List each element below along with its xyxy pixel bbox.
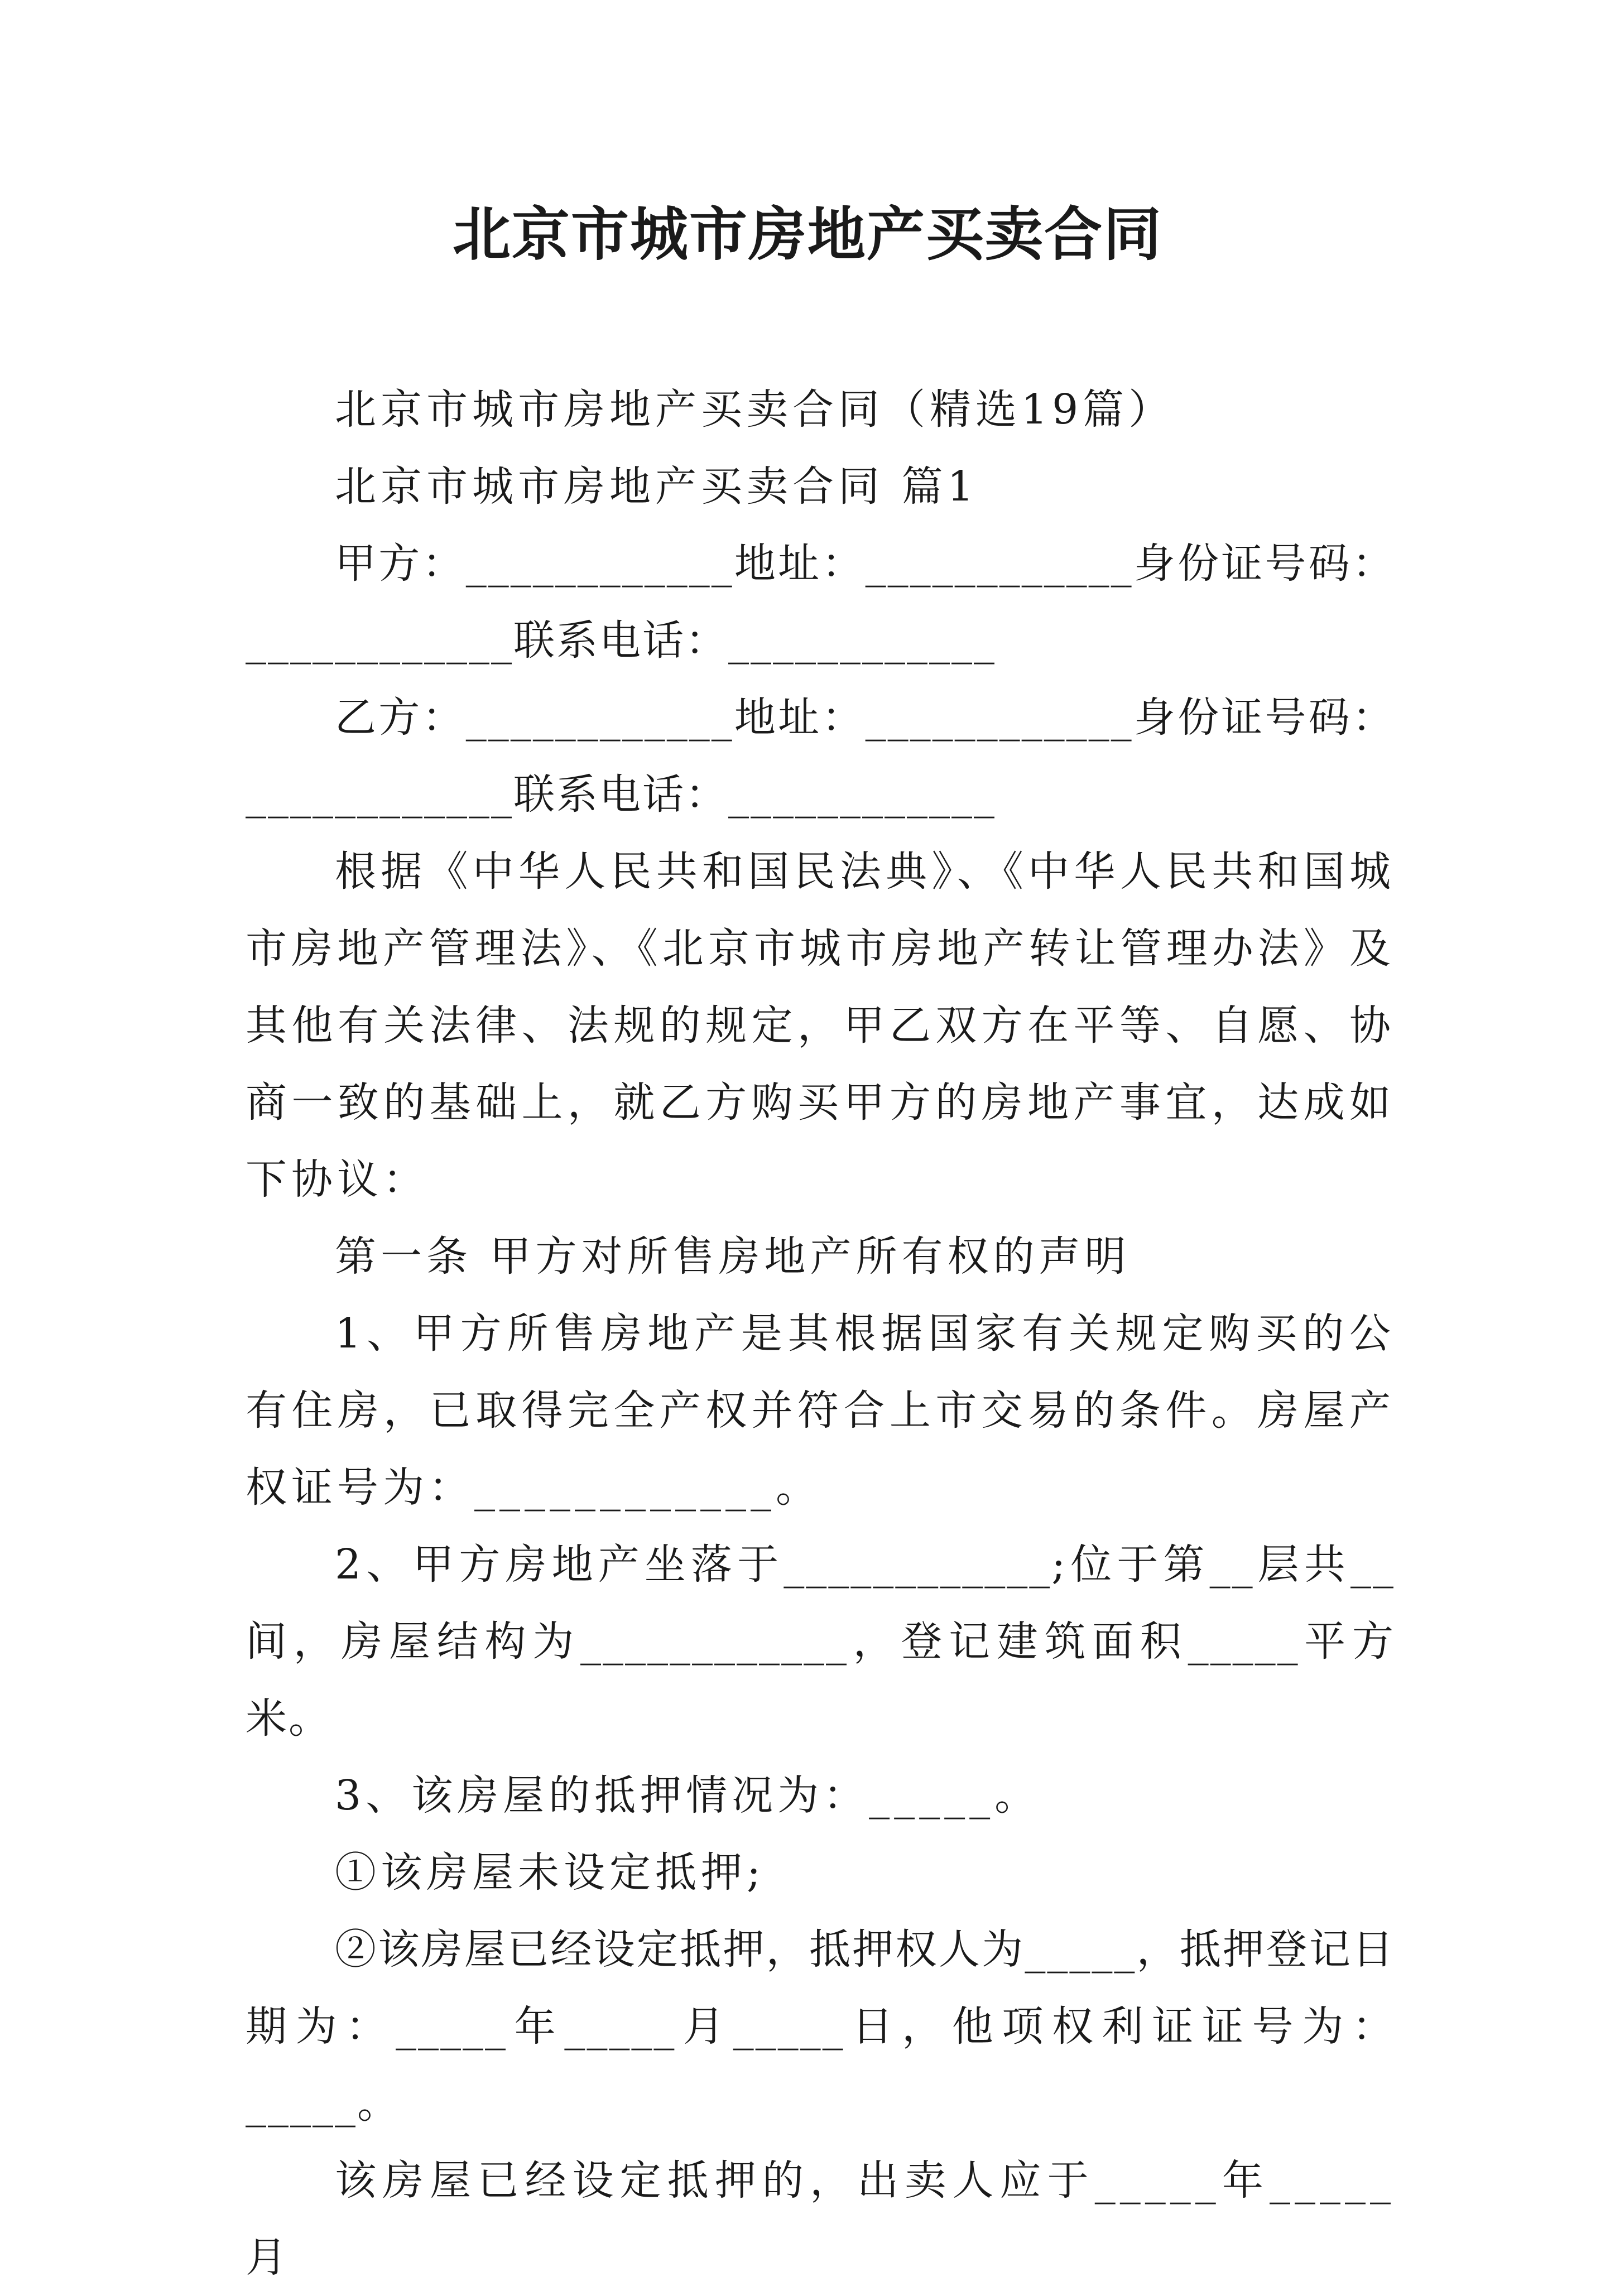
paragraph-clause-1-3: 3、该房屋的抵押情况为：_____。 <box>335 1772 1041 1820</box>
paragraph-mortgage-option-2: ②该房屋已经设定抵押，抵押权人为_____，抵押登记日期为：_____年_____月_____日，他项权利证证号为：_____。 <box>246 1926 1395 2127</box>
paragraph-clause-1-1: 1、甲方所售房地产是其根据国家有关规定购买的公有住房，已取得完全产权并符合上市交易的条件。房屋产权证号为：____________。 <box>246 1310 1395 1512</box>
paragraph-clause-one-heading: 第一条 甲方对所售房地产所有权的声明 <box>335 1233 1131 1281</box>
paragraph-article-heading: 北京市城市房地产买卖合同 篇1 <box>335 463 978 511</box>
paragraph-party-b: 乙方：____________地址：____________身份证号码：____________联系电话：____________ <box>246 694 1395 819</box>
paragraph-subtitle: 北京市城市房地产买卖合同（精选19篇） <box>335 386 1175 434</box>
paragraph-mortgage-release: 该房屋已经设定抵押的，出卖人应于_____年_____月 <box>246 2157 1395 2281</box>
paragraph-party-a: 甲方：____________地址：____________身份证号码：____________联系电话：____________ <box>246 540 1395 665</box>
document-body <box>246 371 1395 2296</box>
document-title: 北京市城市房地产买卖合同 <box>452 200 1162 268</box>
paragraph-mortgage-option-1: ①该房屋未设定抵押; <box>335 1849 765 1897</box>
paragraph-clause-1-2: 2、甲方房地产坐落于____________;位于第__层共__间，房屋结构为____________，登记建筑面积_____平方米。 <box>246 1541 1395 1743</box>
paragraph-legal-basis: 根据《中华人民共和国民法典》、《中华人民共和国城市房地产管理法》、《北京市城市房地产转让管理办法》及其他有关法律、法规的规定，甲乙双方在平等、自愿、协商一致的基础上，就乙方购买甲方的房地产事宜，达成如下协议： <box>246 848 1395 1204</box>
